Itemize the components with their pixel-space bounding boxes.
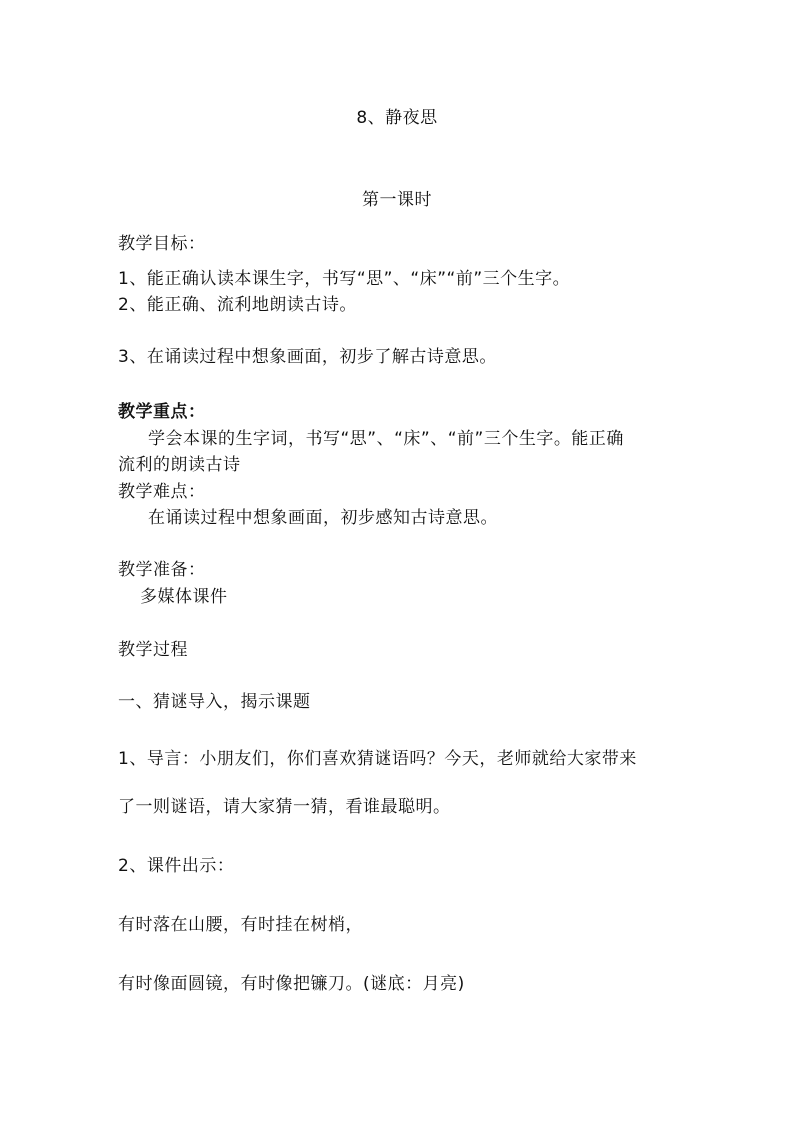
riddle-line: 有时像面圆镜，有时像把镰刀。(谜底：月亮) [118, 974, 465, 994]
objectives-heading: 教学目标： [118, 234, 206, 254]
objective-item: 1、能正确认读本课生字，书写“思”、“床”“前”三个生字。 [118, 269, 571, 289]
preparation-heading: 教学准备： [118, 560, 206, 580]
step-text: 了一则谜语，请大家猜一猜，看谁最聪明。 [118, 797, 451, 817]
step-text: 1、导言：小朋友们，你们喜欢猜谜语吗？今天，老师就给大家带来 [118, 749, 637, 769]
riddle-line: 有时落在山腰，有时挂在树梢， [118, 915, 363, 935]
key-points-heading: 教学重点： [118, 402, 206, 422]
key-points-text: 流利的朗读古诗 [118, 455, 241, 475]
preparation-text: 多媒体课件 [140, 587, 228, 607]
difficulty-text: 在诵读过程中想象画面，初步感知古诗意思。 [148, 508, 498, 528]
key-points-text: 学会本课的生字词，书写“思”、“床”、“前”三个生字。能正确 [148, 429, 624, 449]
step-text: 2、课件出示： [118, 856, 235, 876]
objective-item: 2、能正确、流利地朗读古诗。 [118, 295, 357, 315]
difficulty-heading: 教学难点： [118, 482, 206, 502]
lesson-subtitle: 第一课时 [362, 190, 432, 210]
lesson-title: 8、静夜思 [356, 108, 438, 128]
section-heading: 一、猜谜导入，揭示课题 [118, 692, 311, 712]
process-heading: 教学过程 [118, 640, 188, 660]
objective-item: 3、在诵读过程中想象画面，初步了解古诗意思。 [118, 347, 497, 367]
